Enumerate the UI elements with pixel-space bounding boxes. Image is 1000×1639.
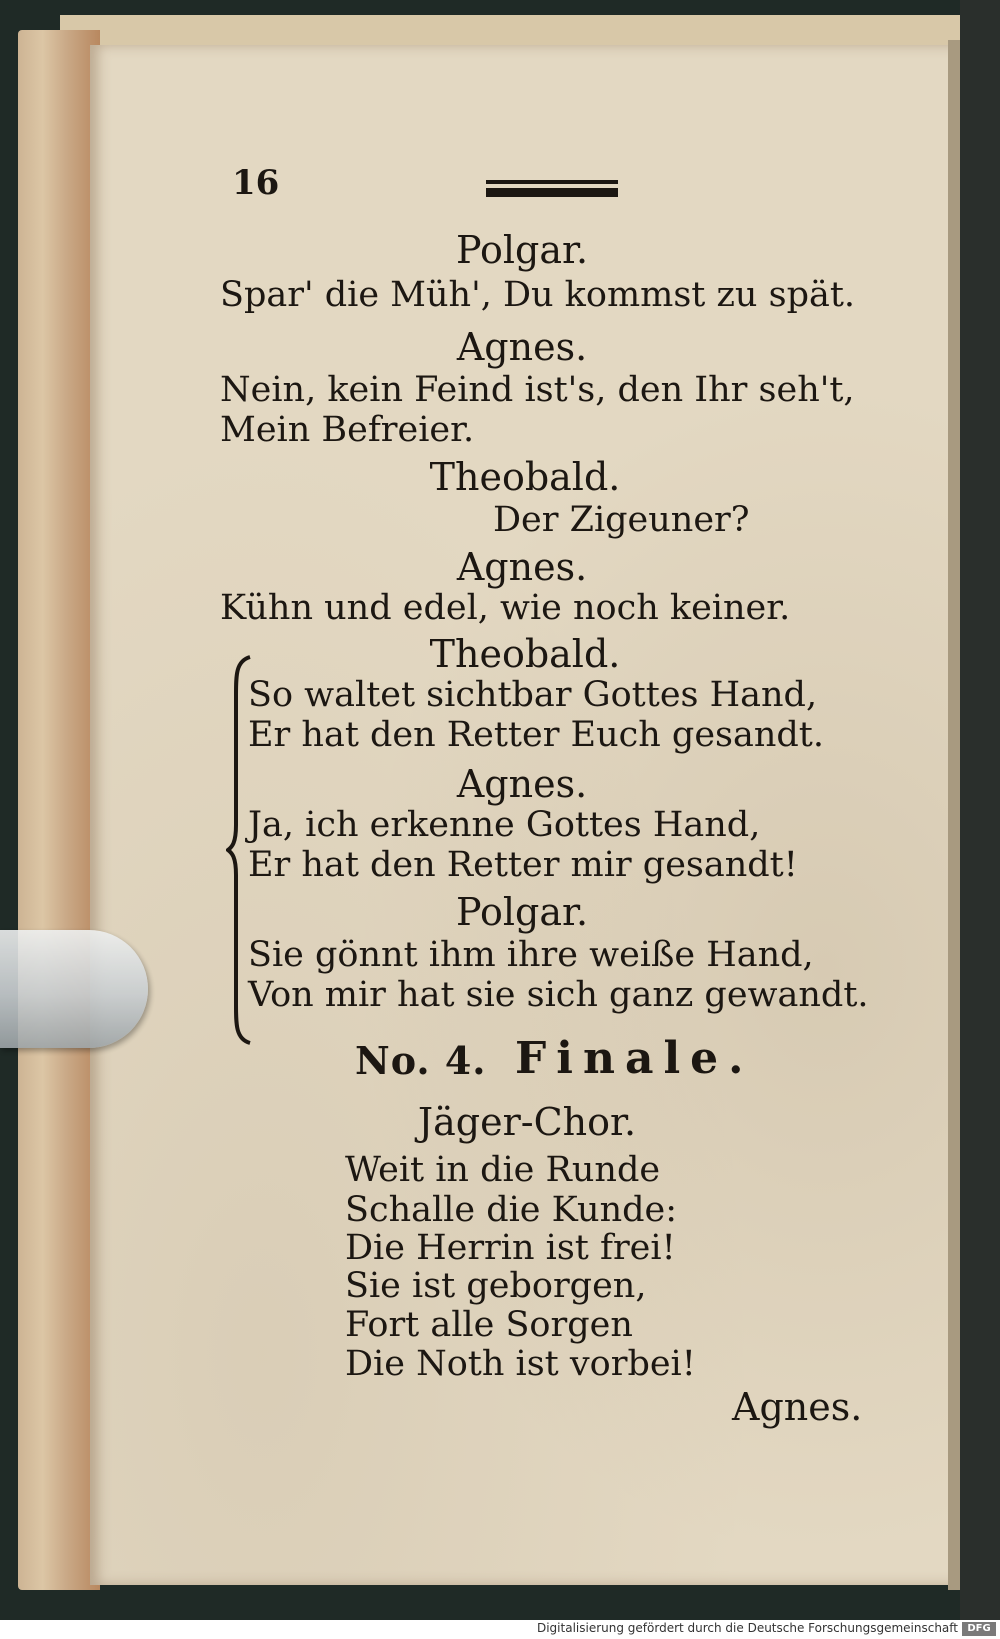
catchword: Agnes. (732, 1385, 863, 1429)
book-edge-left (18, 30, 100, 1590)
speaker-name: Theobald. (429, 455, 621, 499)
header-rule-thick (486, 188, 618, 197)
dialogue-line: Er hat den Retter Euch gesandt. (248, 715, 824, 755)
speaker-name: Theobald. (429, 632, 621, 676)
book-edge-right (948, 40, 960, 1590)
section-title: Finale. (515, 1033, 754, 1084)
dialogue-line: Mein Befreier. (220, 410, 475, 450)
dfg-logo: DFG (962, 1622, 996, 1636)
speaker-name: Polgar. (455, 890, 589, 934)
dialogue-line: Er hat den Retter mir gesandt! (248, 845, 798, 885)
dialogue-line: Spar' die Müh', Du kommst zu spät. (220, 275, 856, 315)
dialogue-line: Kühn und edel, wie noch keiner. (220, 588, 791, 628)
dialogue-line: Ja, ich erkenne Gottes Hand, (248, 805, 761, 845)
dialogue-line: Der Zigeuner? (493, 500, 750, 540)
footer-credit: Digitalisierung gefördert durch die Deutsche Forschungsgemeinschaft (536, 1621, 958, 1635)
page-number: 16 (232, 163, 280, 203)
chorus-line: Schalle die Kunde: (345, 1190, 678, 1230)
chorus-line: Weit in die Runde (345, 1150, 661, 1190)
dialogue-line: Nein, kein Feind ist's, den Ihr seh't, (220, 370, 855, 410)
chorus-line: Fort alle Sorgen (345, 1305, 633, 1345)
header-rule-thin (486, 180, 618, 184)
dialogue-line: Sie gönnt ihm ihre weiße Hand, (248, 935, 814, 975)
section-subtitle: Jäger-Chor. (417, 1100, 637, 1144)
speaker-name: Agnes. (456, 325, 588, 369)
section-number: No. 4. (355, 1038, 487, 1083)
background-dark (960, 0, 1000, 1639)
dialogue-line: Von mir hat sie sich ganz gewandt. (248, 975, 869, 1015)
page-clip (0, 930, 148, 1048)
chorus-line: Sie ist geborgen, (345, 1266, 647, 1306)
speaker-name: Polgar. (455, 228, 589, 272)
speaker-name: Agnes. (456, 545, 588, 589)
chorus-line: Die Herrin ist frei! (345, 1228, 676, 1268)
speaker-name: Agnes. (456, 762, 588, 806)
dialogue-line: So waltet sichtbar Gottes Hand, (248, 675, 818, 715)
chorus-line: Die Noth ist vorbei! (345, 1344, 696, 1384)
